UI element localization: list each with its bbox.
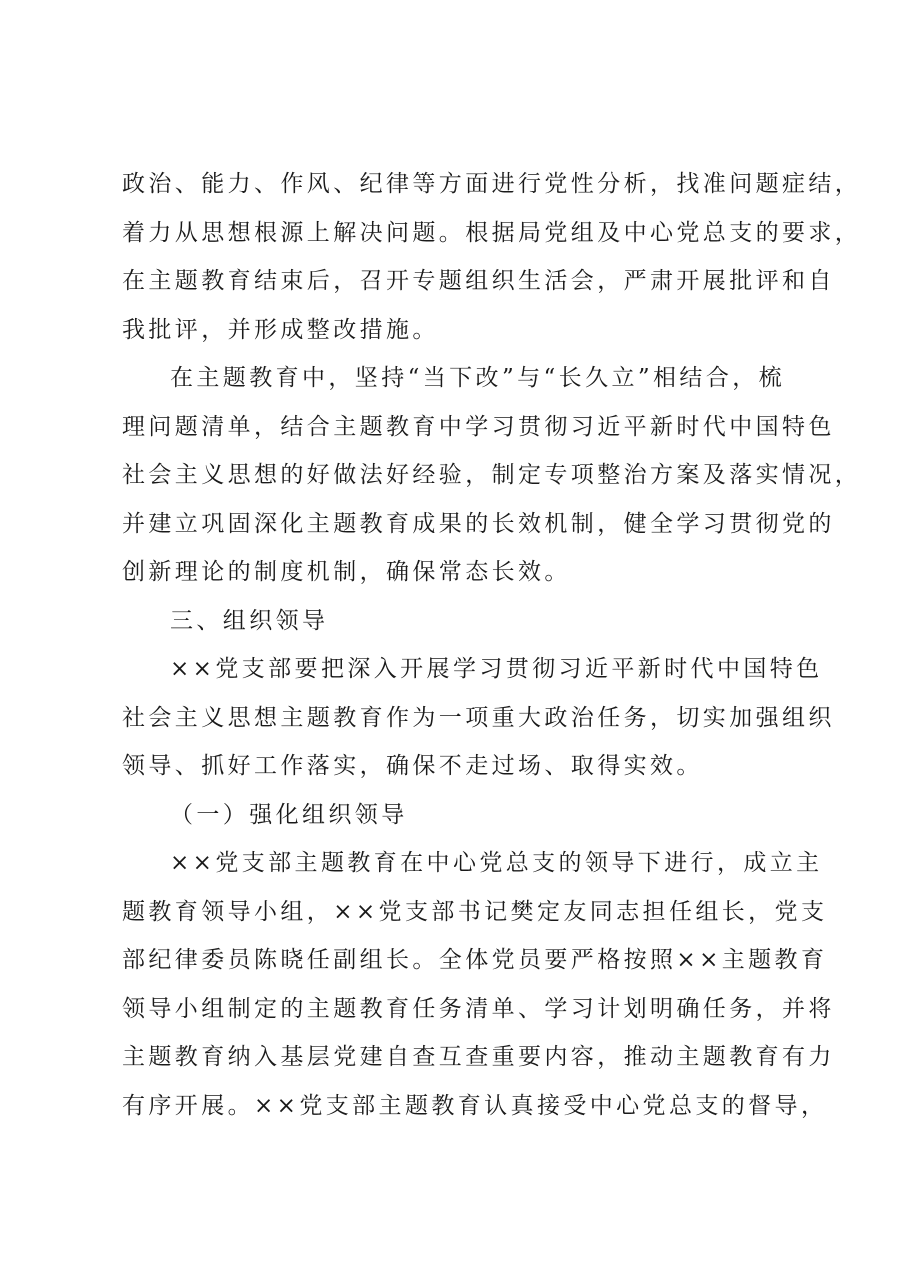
- paragraph-line: ××党支部主题教育在中心党总支的领导下进行，成立主: [170, 850, 823, 876]
- paragraph-line: 创新理论的制度机制，确保常态长效。: [122, 559, 571, 585]
- paragraph-line: 社会主义思想主题教育作为一项重大政治任务，切实加强组织: [122, 704, 835, 731]
- paragraph-line: 并建立巩固深化主题教育成果的长效机制，健全学习贯彻党的: [122, 510, 835, 537]
- paragraph-line: ××党支部要把深入开展学习贯彻习近平新时代中国特色: [170, 656, 823, 682]
- paragraph-line: 我批评，并形成整改措施。: [122, 316, 439, 343]
- paragraph-line: 领导、抓好工作落实，确保不走过场、取得实效。: [122, 753, 703, 779]
- paragraph-line: 政治、能力、作风、纪律等方面进行党性分析，找准问题症结，: [122, 171, 862, 197]
- subsection-heading: （一）强化组织领导: [170, 801, 408, 828]
- paragraph-line: 在主题教育结束后，召开专题组织生活会，严肃开展批评和自: [122, 268, 835, 294]
- paragraph-line: 部纪律委员陈晓任副组长。全体党员要严格按照××主题教育: [122, 947, 828, 973]
- document-body: [122, 160, 862, 1130]
- section-heading: 三、组织领导: [170, 607, 329, 634]
- paragraph-line: 有序开展。××党支部主题教育认真接受中心党总支的督导，: [122, 1092, 828, 1119]
- paragraph-line: 题教育领导小组，××党支部书记樊定友同志担任组长，党支: [122, 898, 828, 925]
- paragraph-line: 主题教育纳入基层党建自查互查重要内容，推动主题教育有力: [122, 1044, 835, 1070]
- paragraph-line: 领导小组制定的主题教育任务清单、学习计划明确任务，并将: [122, 995, 835, 1022]
- paragraph-line: 在主题教育中，坚持“当下改”与“长久立”相结合，梳: [170, 365, 786, 391]
- paragraph-line: 社会主义思想的好做法好经验，制定专项整治方案及落实情况，: [122, 462, 862, 488]
- paragraph-line: 理问题清单，结合主题教育中学习贯彻习近平新时代中国特色: [122, 413, 835, 440]
- paragraph-line: 着力从思想根源上解决问题。根据局党组及中心党总支的要求，: [122, 219, 862, 246]
